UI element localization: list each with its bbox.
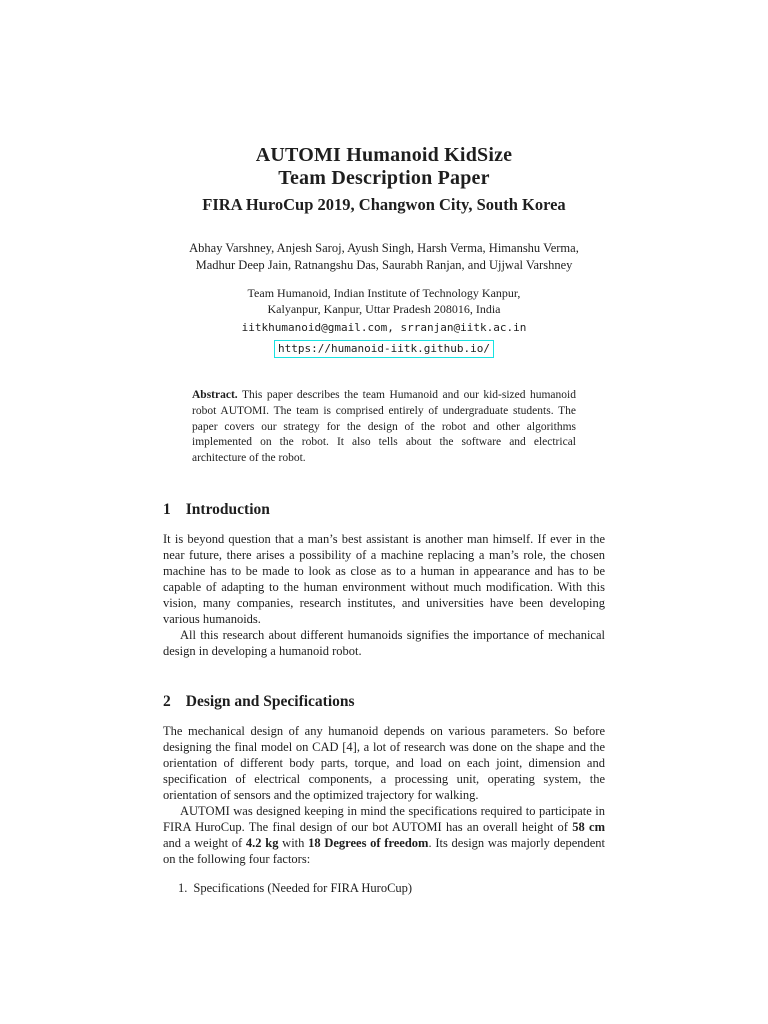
section-2-paragraph-1: The mechanical design of any humanoid depends on various parameters. So before designing the final model on CAD [4], a lot of research was done on the shape and the orientation of different body parts, torque, and load on each joint, dimension and specification of electrical components, a processing unit, operating system, the orientation of sensors and the optimized trajectory for walking. (163, 723, 605, 802)
spec-text-mid-2: with (278, 835, 309, 850)
spec-weight-value: 4.2 kg (245, 835, 279, 850)
abstract-paragraph (192, 388, 576, 467)
website-link[interactable]: https://humanoid-iitk.github.io/ (274, 340, 494, 358)
section-2-title: Design and Specifications (185, 692, 355, 710)
spec-text-intro: AUTOMI was designed keeping in mind the specifications required to participate in FIRA HuroCup. The final design of our bot AUTOMI has an overall height of (163, 803, 605, 834)
spec-text-mid-1: and a weight of (163, 835, 246, 850)
authors-block (163, 240, 605, 274)
conference-line: FIRA HuroCup 2019, Changwon City, South Korea (202, 195, 566, 214)
authors-line-2: Madhur Deep Jain, Ratnangshu Das, Saurabh Ranjan, and Ujjwal Varshney (195, 258, 573, 272)
abstract-text: This paper describes the team Humanoid and our kid-sized humanoid robot AUTOMI. The team is comprised entirely of undergraduate students. The paper covers our strategy for the design of the robot and other algorithms implemented on the robot. It also tells about the software and electrical architecture of the robot. (192, 389, 576, 465)
spec-dof-value: 18 Degrees of freedom (308, 835, 429, 850)
paper-title (163, 144, 605, 190)
affiliation-block (163, 286, 605, 317)
section-1-paragraph-2: All this research about different humanoids signifies the importance of mechanical design in developing a humanoid robot. (163, 627, 605, 658)
affiliation-line-1: Team Humanoid, Indian Institute of Technology Kanpur, (247, 286, 521, 300)
factors-list-item-1-text: Specifications (Needed for FIRA HuroCup) (193, 880, 413, 895)
factors-list-item-1 (163, 880, 605, 896)
abstract-label: Abstract. (192, 389, 238, 401)
spec-height-value: 58 cm (572, 819, 606, 834)
author-emails: iitkhumanoid@gmail.com, srranjan@iitk.ac.in (241, 321, 527, 334)
website-row (163, 339, 605, 358)
section-1-number: 1 (163, 500, 171, 518)
section-2-number: 2 (163, 692, 171, 710)
section-2-heading (163, 693, 605, 711)
affiliation-line-2: Kalyanpur, Kanpur, Uttar Pradesh 208016, India (267, 301, 501, 316)
paper-title-line-1: AUTOMI Humanoid KidSize (255, 144, 513, 166)
paper-content-column (163, 0, 605, 896)
section-1-title: Introduction (185, 500, 270, 518)
section-2-paragraph-2 (163, 803, 605, 867)
section-1-heading (163, 501, 605, 519)
authors-line-1: Abhay Varshney, Anjesh Saroj, Ayush Singh, Harsh Verma, Himanshu Verma, (189, 241, 579, 255)
section-1-paragraph-1: It is beyond question that a man’s best assistant is another man himself. If ever in the near future, there arises a possibility of a machine replacing a man’s role, the chosen machine has to be made to look as close as to a human in appearance and has to be capable of adapting to the human environment without much modification. With this vision, many companies, research institutes, and universities have been developing various humanoids. (163, 531, 605, 626)
paper-title-line-2: Team Description Paper (278, 167, 490, 189)
factors-list-item-1-number: 1. (178, 880, 188, 895)
spec-text-end: . Its design was majorly dependent on the following four factors: (163, 835, 606, 866)
